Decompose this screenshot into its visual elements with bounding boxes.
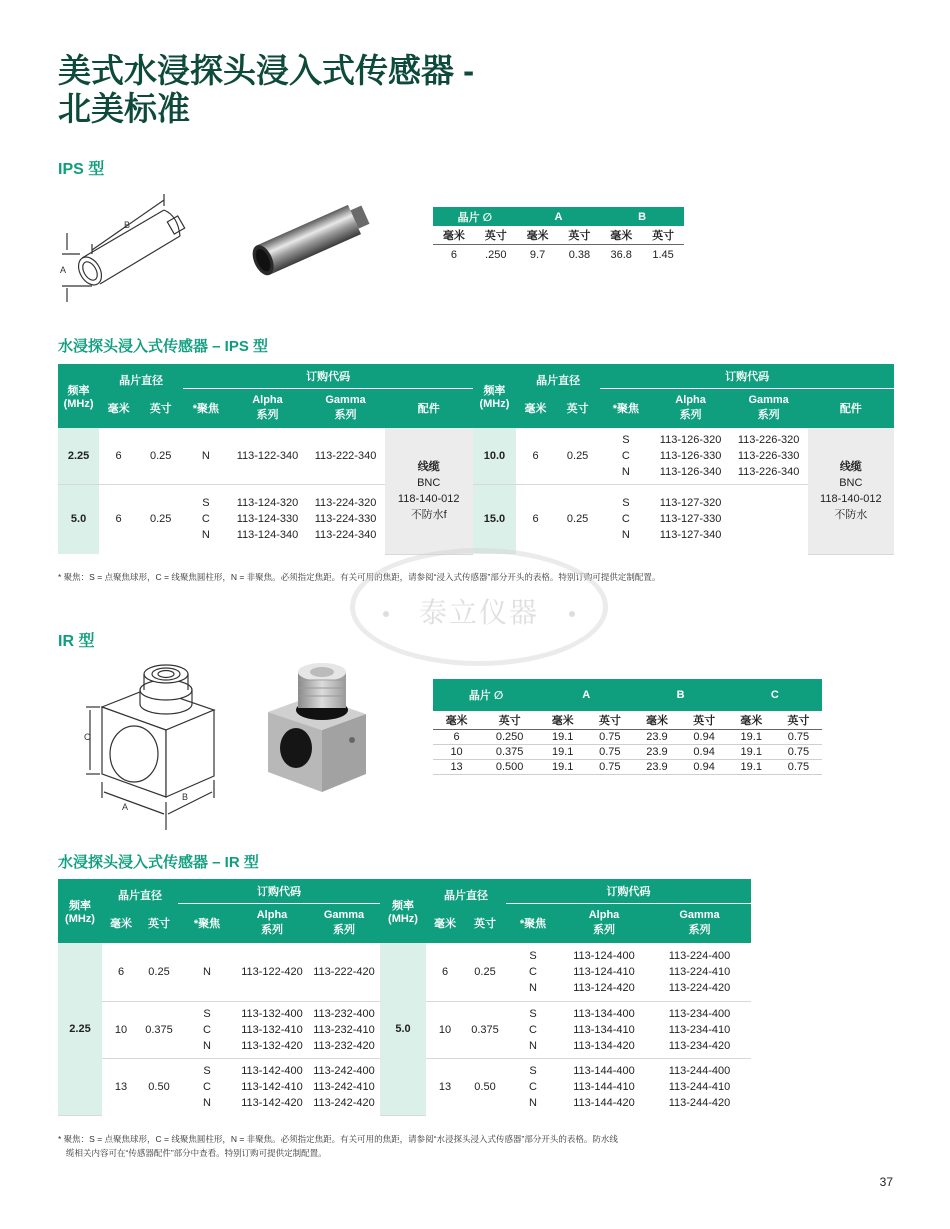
ir-dims-c-header: C: [728, 679, 822, 711]
table-row: [58, 943, 751, 1001]
ir-freq-header: 频率 (MHz): [58, 879, 102, 943]
ir-dims-cell: 19.1: [728, 744, 775, 759]
ir-dims-cell: 0.500: [480, 759, 539, 774]
ips-dims-cell: 36.8: [610, 249, 632, 262]
focus-cell: S C N: [529, 1064, 537, 1109]
table-row: [58, 428, 894, 484]
ir-dims-cell: 19.1: [539, 759, 586, 774]
ips-order-code-header: 订购代码: [183, 364, 473, 388]
ir-dims-cell: 0.94: [681, 744, 728, 759]
alpha-cell: 113-142-400 113-142-410 113-142-420: [241, 1064, 303, 1109]
gamma-cell: 113-234-400 113-234-410 113-234-420: [648, 1001, 751, 1058]
ir-dims-cell: 6: [433, 729, 480, 744]
ir-dims-row: [433, 759, 822, 774]
ips-type-heading: IPS 型: [58, 161, 105, 178]
title-line-1: 美式水浸探头浸入式传感器 -: [58, 52, 475, 89]
ips-crystal-header: 晶片直径: [99, 364, 183, 388]
table-row: [58, 484, 894, 554]
ips-focus-header: *聚焦: [183, 388, 228, 428]
ir-mm-header: 毫米: [102, 903, 140, 943]
gamma-cell: 113-232-400 113-232-410 113-232-420: [308, 1001, 380, 1058]
gamma-cell: 113-244-400 113-244-410 113-244-420: [668, 1064, 731, 1109]
ir-freq-header-right: 频率 (MHz): [380, 879, 426, 943]
inch-cell: 0.375: [140, 1001, 178, 1058]
ips-dims-row: [433, 244, 684, 266]
ir-crystal-header-right: 晶片直径: [426, 879, 506, 903]
ips-dims-unit: 英寸: [475, 226, 517, 244]
ir-dims-cell: 23.9: [633, 759, 680, 774]
gamma-cell: 113-222-420: [308, 943, 380, 1001]
ips-dims-unit: 毫米: [517, 226, 559, 244]
ips-dims-cell: 6: [450, 249, 457, 262]
ips-gamma-header: Gamma 系列: [307, 388, 385, 428]
ips-diagram-label-a: A: [60, 265, 67, 275]
ir-dims-cell: 0.94: [681, 759, 728, 774]
ips-dims-cell: 0.38: [568, 249, 591, 262]
page-number: 37: [879, 1175, 893, 1189]
freq-cell: 15.0: [473, 484, 516, 554]
focus-cell: S C N: [506, 943, 560, 1001]
ir-dims-cell: 0.75: [775, 759, 822, 774]
ips-footnote: * 聚焦：S = 点聚焦球形，C = 线聚焦圆柱形，N = 非聚焦。必须指定焦距。有关可用的焦距，请参阅“浸入式传感器”部分开头的表格。特别订购可提供定制配置。: [58, 572, 661, 582]
gamma-cell: 113-224-400 113-224-410 113-224-420: [648, 943, 751, 1001]
accessory-cell: 线缆 BNC 118-140-012 不防水f: [385, 428, 473, 554]
gamma-cell: [730, 484, 808, 554]
ips-gamma-header-right: Gamma 系列: [730, 388, 808, 428]
ips-inch-header-right: 英寸: [555, 388, 600, 428]
ir-dims-crystal-header: 晶片 ∅: [433, 679, 539, 711]
watermark-seal: [350, 548, 608, 666]
ips-dims-cell: 1.45: [652, 249, 674, 262]
freq-cell: 5.0: [380, 943, 426, 1115]
ips-accessory-header-right: 配件: [808, 388, 894, 428]
ips-mm-header: 毫米: [99, 388, 138, 428]
ir-dims-cell: 19.1: [539, 729, 586, 744]
ir-dims-unit: 英寸: [775, 711, 822, 729]
title-line-2: 北美标准: [58, 90, 190, 127]
ir-diagram-label-c: C: [84, 732, 91, 742]
inch-cell: 0.50: [474, 1080, 496, 1093]
alpha-cell: 113-134-400 113-134-410 113-134-420: [560, 1001, 648, 1058]
ir-dims-cell: 0.250: [480, 729, 539, 744]
ir-inch-header-right: 英寸: [464, 903, 506, 943]
ips-dims-b-header: B: [600, 207, 684, 226]
ir-diagram-label-b: B: [182, 792, 189, 802]
ir-diagram: [74, 652, 224, 832]
focus-cell: S C N: [178, 1001, 236, 1058]
ips-freq-header: 频率 (MHz): [58, 364, 99, 428]
ir-type-heading: IR 型: [58, 633, 95, 650]
ir-order-table: [58, 879, 751, 1116]
ir-dims-cell: 0.75: [775, 744, 822, 759]
page-title: [58, 52, 474, 128]
inch-cell: 0.25: [464, 943, 506, 1001]
mm-cell: 6: [426, 943, 464, 1001]
mm-cell: 13: [438, 1080, 452, 1093]
alpha-cell: 113-122-420: [236, 943, 308, 1001]
ir-alpha-header: Alpha 系列: [236, 903, 308, 943]
ips-dims-unit: 英寸: [642, 226, 684, 244]
ips-order-table: [58, 364, 894, 555]
ir-dims-cell: 19.1: [728, 729, 775, 744]
alpha-cell: 113-132-400 113-132-410 113-132-420: [236, 1001, 308, 1058]
ips-dims-unit: 英寸: [558, 226, 600, 244]
ips-product-photo: [236, 196, 381, 280]
ir-diagram-label-a: A: [122, 802, 129, 812]
ir-product-photo: [262, 660, 372, 795]
inch-cell: 0.25: [138, 428, 183, 484]
ir-dims-row: [433, 729, 822, 744]
mm-cell: 13: [114, 1080, 128, 1093]
ir-dims-cell: 10: [433, 744, 480, 759]
ir-footnote-line-1: * 聚焦：S = 点聚焦球形，C = 线聚焦圆柱形，N = 非聚焦。必须指定焦距。有关可用的焦距，请参阅“水浸探头浸入式传感器”部分开头的表格。防水线: [58, 1134, 618, 1144]
ir-dims-unit: 英寸: [586, 711, 633, 729]
gamma-cell: 113-222-340: [307, 428, 385, 484]
ips-dims-cell: .250: [485, 249, 507, 262]
ir-dims-cell: 19.1: [539, 744, 586, 759]
ir-focus-header-right: *聚焦: [506, 903, 560, 943]
ips-accessory-header: 配件: [385, 388, 473, 428]
alpha-cell: 113-124-400 113-124-410 113-124-420: [560, 943, 648, 1001]
mm-cell: 10: [102, 1001, 140, 1058]
ir-dims-cell: 19.1: [728, 759, 775, 774]
alpha-cell: 113-127-320 113-127-330 113-127-340: [659, 497, 722, 542]
gamma-cell: 113-242-400 113-242-410 113-242-420: [313, 1064, 375, 1109]
mm-cell: 6: [532, 513, 539, 526]
gamma-cell: 113-224-320 113-224-330 113-224-340: [314, 497, 377, 542]
ips-order-heading: 水浸探头浸入式传感器 – IPS 型: [58, 338, 269, 355]
gamma-cell: 113-226-320 113-226-330 113-226-340: [730, 428, 808, 484]
accessory-cell: 线缆 BNC 118-140-012 不防水: [808, 428, 894, 554]
ir-dims-cell: 0.375: [480, 744, 539, 759]
ir-mm-header-right: 毫米: [426, 903, 464, 943]
inch-cell: 0.375: [464, 1001, 506, 1058]
ir-dims-cell: 0.94: [681, 729, 728, 744]
ir-dims-unit: 毫米: [633, 711, 680, 729]
inch-cell: 0.25: [566, 513, 589, 526]
ir-dims-table: [433, 679, 822, 775]
mm-cell: 6: [99, 428, 138, 484]
ir-order-code-header-right: 订购代码: [506, 879, 751, 903]
ir-dims-unit: 毫米: [433, 711, 480, 729]
ir-footnote: [58, 1132, 618, 1160]
focus-cell: N: [183, 428, 228, 484]
ips-dims-crystal-header: 晶片 ∅: [433, 207, 517, 226]
ips-alpha-header-right: Alpha 系列: [652, 388, 730, 428]
ir-dims-unit: 毫米: [539, 711, 586, 729]
ips-focus-header-right: *聚焦: [600, 388, 651, 428]
inch-cell: 0.25: [555, 428, 600, 484]
focus-cell: S C N: [203, 1064, 211, 1109]
focus-cell: S C N: [201, 497, 210, 542]
focus-cell: S C N: [621, 497, 630, 542]
ips-dims-a-header: A: [517, 207, 601, 226]
ips-inch-header: 英寸: [138, 388, 183, 428]
ips-diagram: [52, 188, 202, 303]
ir-dims-cell: 0.75: [586, 759, 633, 774]
ir-dims-b-header: B: [633, 679, 727, 711]
ips-freq-header-right: 频率 (MHz): [473, 364, 516, 428]
ips-crystal-header-right: 晶片直径: [516, 364, 600, 388]
ir-dims-cell: 0.75: [586, 744, 633, 759]
alpha-cell: 113-144-400 113-144-410 113-144-420: [573, 1064, 635, 1109]
focus-cell: S C N: [506, 1001, 560, 1058]
ips-dims-unit: 毫米: [600, 226, 642, 244]
ips-dims-cell: 9.7: [529, 249, 546, 262]
ir-dims-cell: 0.75: [775, 729, 822, 744]
freq-cell: 10.0: [473, 428, 516, 484]
ir-dims-unit: 毫米: [728, 711, 775, 729]
mm-cell: 10: [426, 1001, 464, 1058]
mm-cell: 6: [115, 513, 122, 526]
ips-dims-table: [433, 207, 684, 266]
mm-cell: 6: [102, 943, 140, 1001]
inch-cell: 0.50: [148, 1080, 170, 1093]
alpha-cell: 113-126-320 113-126-330 113-126-340: [652, 428, 730, 484]
ir-dims-cell: 13: [433, 759, 480, 774]
focus-cell: S C N: [600, 428, 651, 484]
ir-inch-header: 英寸: [140, 903, 178, 943]
ips-order-code-header-right: 订购代码: [600, 364, 894, 388]
inch-cell: 0.25: [140, 943, 178, 1001]
freq-cell: 2.25: [58, 428, 99, 484]
ir-dims-a-header: A: [539, 679, 633, 711]
mm-cell: 6: [516, 428, 555, 484]
ir-focus-header: *聚焦: [178, 903, 236, 943]
alpha-cell: 113-124-320 113-124-330 113-124-340: [236, 497, 299, 542]
ir-dims-row: [433, 744, 822, 759]
ir-order-heading: 水浸探头浸入式传感器 – IR 型: [58, 854, 259, 871]
ir-dims-cell: 23.9: [633, 729, 680, 744]
inch-cell: 0.25: [149, 513, 172, 526]
alpha-cell: 113-122-340: [228, 428, 306, 484]
ir-alpha-header-right: Alpha 系列: [560, 903, 648, 943]
ir-crystal-header: 晶片直径: [102, 879, 178, 903]
freq-cell: 5.0: [58, 484, 99, 554]
ir-dims-unit: 英寸: [480, 711, 539, 729]
ir-footnote-line-2: 缆相关内容可在“传感器配件”部分中查看。特别订购可提供定制配置。: [66, 1148, 327, 1158]
ir-gamma-header-right: Gamma 系列: [648, 903, 751, 943]
ips-mm-header-right: 毫米: [516, 388, 555, 428]
freq-cell: 2.25: [58, 943, 102, 1115]
watermark-text: 泰立仪器: [418, 597, 539, 628]
focus-cell: N: [178, 943, 236, 1001]
ir-dims-unit: 英寸: [681, 711, 728, 729]
ir-dims-cell: 23.9: [633, 744, 680, 759]
ips-alpha-header: Alpha 系列: [228, 388, 306, 428]
ir-order-code-header: 订购代码: [178, 879, 380, 903]
ips-diagram-label-b: B: [124, 220, 131, 230]
ir-gamma-header: Gamma 系列: [308, 903, 380, 943]
ips-dims-unit: 毫米: [433, 226, 475, 244]
ir-dims-cell: 0.75: [586, 729, 633, 744]
